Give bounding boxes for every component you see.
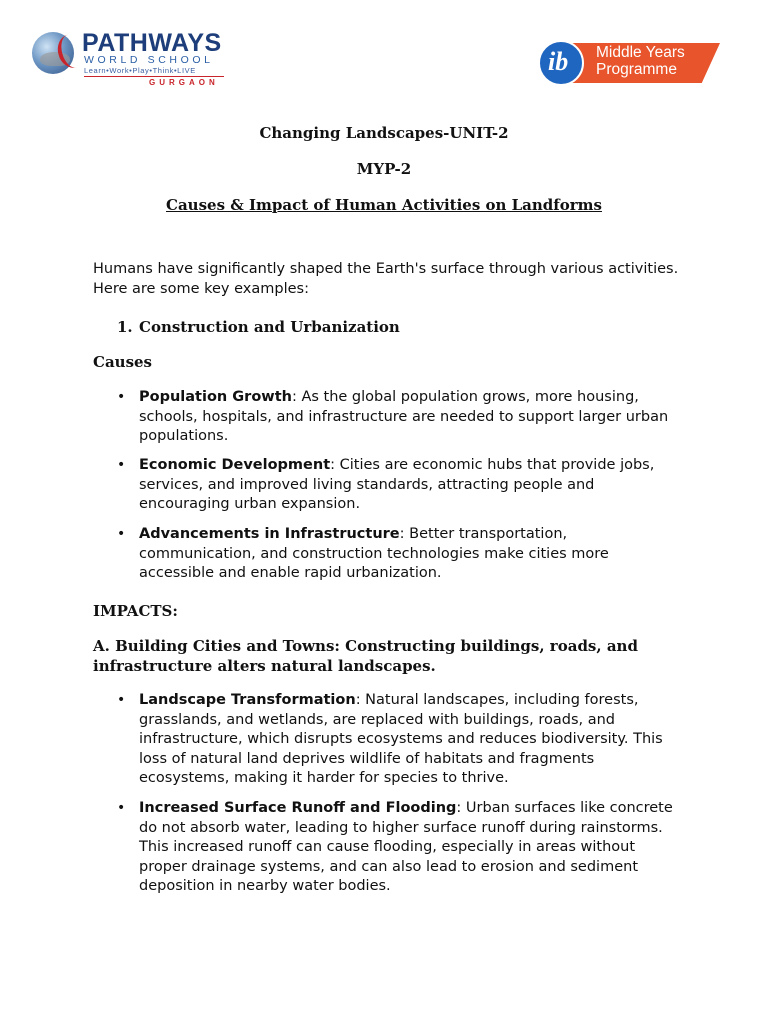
bullet-icon: • bbox=[117, 457, 126, 473]
causes-heading: Causes bbox=[93, 353, 152, 371]
logo-divider bbox=[84, 76, 224, 77]
document-title: Changing Landscapes-UNIT-2 bbox=[259, 124, 509, 142]
list-item-text: : Natural landscapes, including forests, grasslands, and wetlands, are replaced with buildings, roads, and infrastructure, which disrupts ecosystems and reduces biodiversity. This loss of natural land deprives wildlife of habitats and fragments ecosystems, making it harder for species to thrive. bbox=[139, 692, 663, 786]
section-title: Construction and Urbanization bbox=[139, 318, 400, 336]
ib-myp-logo bbox=[538, 40, 722, 88]
ib-programme-label bbox=[596, 44, 685, 78]
list-item-term: Landscape Transformation bbox=[139, 692, 356, 708]
document-level: MYP-2 bbox=[356, 160, 412, 178]
pathways-logo bbox=[32, 30, 232, 88]
ib-label-line2: Programme bbox=[596, 61, 677, 78]
list-item-term: Advancements in Infrastructure bbox=[139, 526, 400, 542]
list-item-text: : Better transportation, communication, and construction technologies make cities more accessible and enable rapid urbanization. bbox=[139, 526, 609, 581]
logo-name: PATHWAYS bbox=[82, 29, 222, 57]
impact-a-heading: A. Building Cities and Towns: Constructing buildings, roads, and infrastructure alters natural landscapes. bbox=[93, 637, 638, 675]
ib-circle-icon bbox=[538, 40, 584, 86]
ib-mark: ib bbox=[548, 47, 569, 76]
bullet-icon: • bbox=[117, 526, 126, 542]
list-item-term: Increased Surface Runoff and Flooding bbox=[139, 800, 457, 816]
intro-paragraph: Humans have significantly shaped the Earth's surface through various activities. Here are some key examples: bbox=[93, 261, 679, 297]
list-item-text: : As the global population grows, more housing, schools, hospitals, and infrastructure are needed to support larger urban populations. bbox=[139, 389, 669, 444]
bullet-icon: • bbox=[117, 389, 126, 405]
logo-subtitle: WORLD SCHOOL bbox=[84, 54, 214, 66]
section-heading bbox=[117, 318, 400, 336]
bullet-icon: • bbox=[117, 800, 126, 816]
section-number: 1. bbox=[117, 318, 133, 336]
list-item-text: : Cities are economic hubs that provide jobs, services, and improved living standards, attracting people and encouraging urban expansion. bbox=[139, 457, 655, 512]
list-item-term: Population Growth bbox=[139, 389, 292, 405]
impacts-heading: IMPACTS: bbox=[93, 602, 178, 620]
list-item-term: Economic Development bbox=[139, 457, 331, 473]
ib-label-line1: Middle Years bbox=[596, 44, 685, 61]
bullet-icon: • bbox=[117, 692, 126, 708]
list-item-text: : Urban surfaces like concrete do not absorb water, leading to higher surface runoff during rainstorms. This increased runoff can cause flooding, especially in areas without proper drainage systems, and can also lead to erosion and sediment deposition in nearby water bodies. bbox=[139, 800, 673, 894]
logo-tagline: Learn•Work•Play•Think•LIVE bbox=[84, 66, 196, 75]
document-topic: Causes & Impact of Human Activities on Landforms bbox=[166, 196, 602, 214]
logo-city: GURGAON bbox=[149, 78, 219, 87]
